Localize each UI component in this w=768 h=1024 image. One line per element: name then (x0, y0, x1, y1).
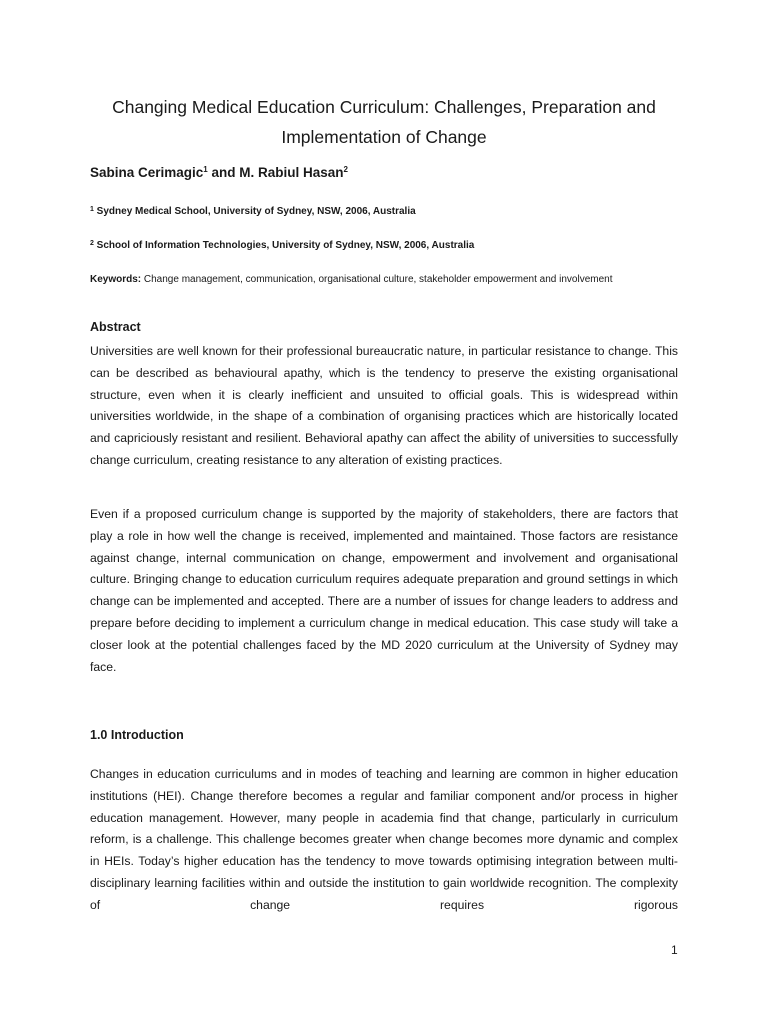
keywords (90, 271, 678, 289)
author-affiliation-marker: 2 (343, 165, 348, 174)
affiliation-text: Sydney Medical School, University of Sydney, NSW, 2006, Australia (93, 206, 416, 217)
affiliation (90, 206, 416, 217)
affiliation-marker: 2 (90, 240, 94, 247)
author-name: M. Rabiul Hasan (239, 165, 344, 180)
abstract-heading: Abstract (90, 320, 141, 334)
section-heading: 1.0 Introduction (90, 728, 184, 742)
author-connector: and (207, 165, 240, 180)
keywords-label: Keywords: (90, 274, 142, 285)
page-number: 1 (671, 943, 678, 957)
keywords-text: Change management, communication, organisational culture, stakeholder empowerment and involvement (141, 274, 613, 285)
abstract-paragraph: Even if a proposed curriculum change is supported by the majority of stakeholders, there are factors that play a role in how well the change is received, implemented and maintained. Those factors are resistance against change, internal communication on change, empowerment and involvement and organisational culture. Bringing change to education curriculum requires adequate preparation and ground settings in which change can be implemented and accepted. There are a number of issues for change leaders to address and prepare before deciding to implement a curriculum change in medical education. This case study will take a closer look at the potential challenges faced by the MD 2020 curriculum at the University of Sydney may face. (90, 507, 678, 674)
author-affiliation-marker: 1 (203, 165, 208, 174)
abstract-paragraph: Universities are well known for their professional bureaucratic nature, in particular resistance to change. This can be described as behavioural apathy, which is the tendency to preserve the existing organisational structure, even when it is clearly inefficient and unsuited to official goals. This is widespread within universities worldwide, in the shape of a combination of organising practices which are historically located and capriciously resistant and resilient. Behavioral apathy can affect the ability of universities to successfully change curriculum, creating resistance to any alteration of existing practices. (90, 344, 678, 467)
affiliation (90, 240, 474, 251)
affiliation-marker: 1 (90, 206, 94, 213)
author-name: Sabina Cerimagic (90, 165, 204, 180)
author-line (90, 165, 348, 180)
paper-title: Changing Medical Education Curriculum: Challenges, Preparation and Implementation of Change (112, 97, 656, 147)
affiliation-text: School of Information Technologies, University of Sydney, NSW, 2006, Australia (93, 240, 475, 251)
body-paragraph: Changes in education curriculums and in modes of teaching and learning are common in higher education institutions (HEI). Change therefore becomes a regular and familiar component and/or process in higher education management. However, many people in academia find that change, particularly in curriculum reform, is a challenge. This challenge becomes greater when change becomes more dynamic and complex in HEIs. Today’s higher education has the tendency to move towards optimising integration between multi-disciplinary learning facilities within and outside the institution to gain worldwide recognition. The complexity of change requires rigorous (90, 767, 678, 912)
